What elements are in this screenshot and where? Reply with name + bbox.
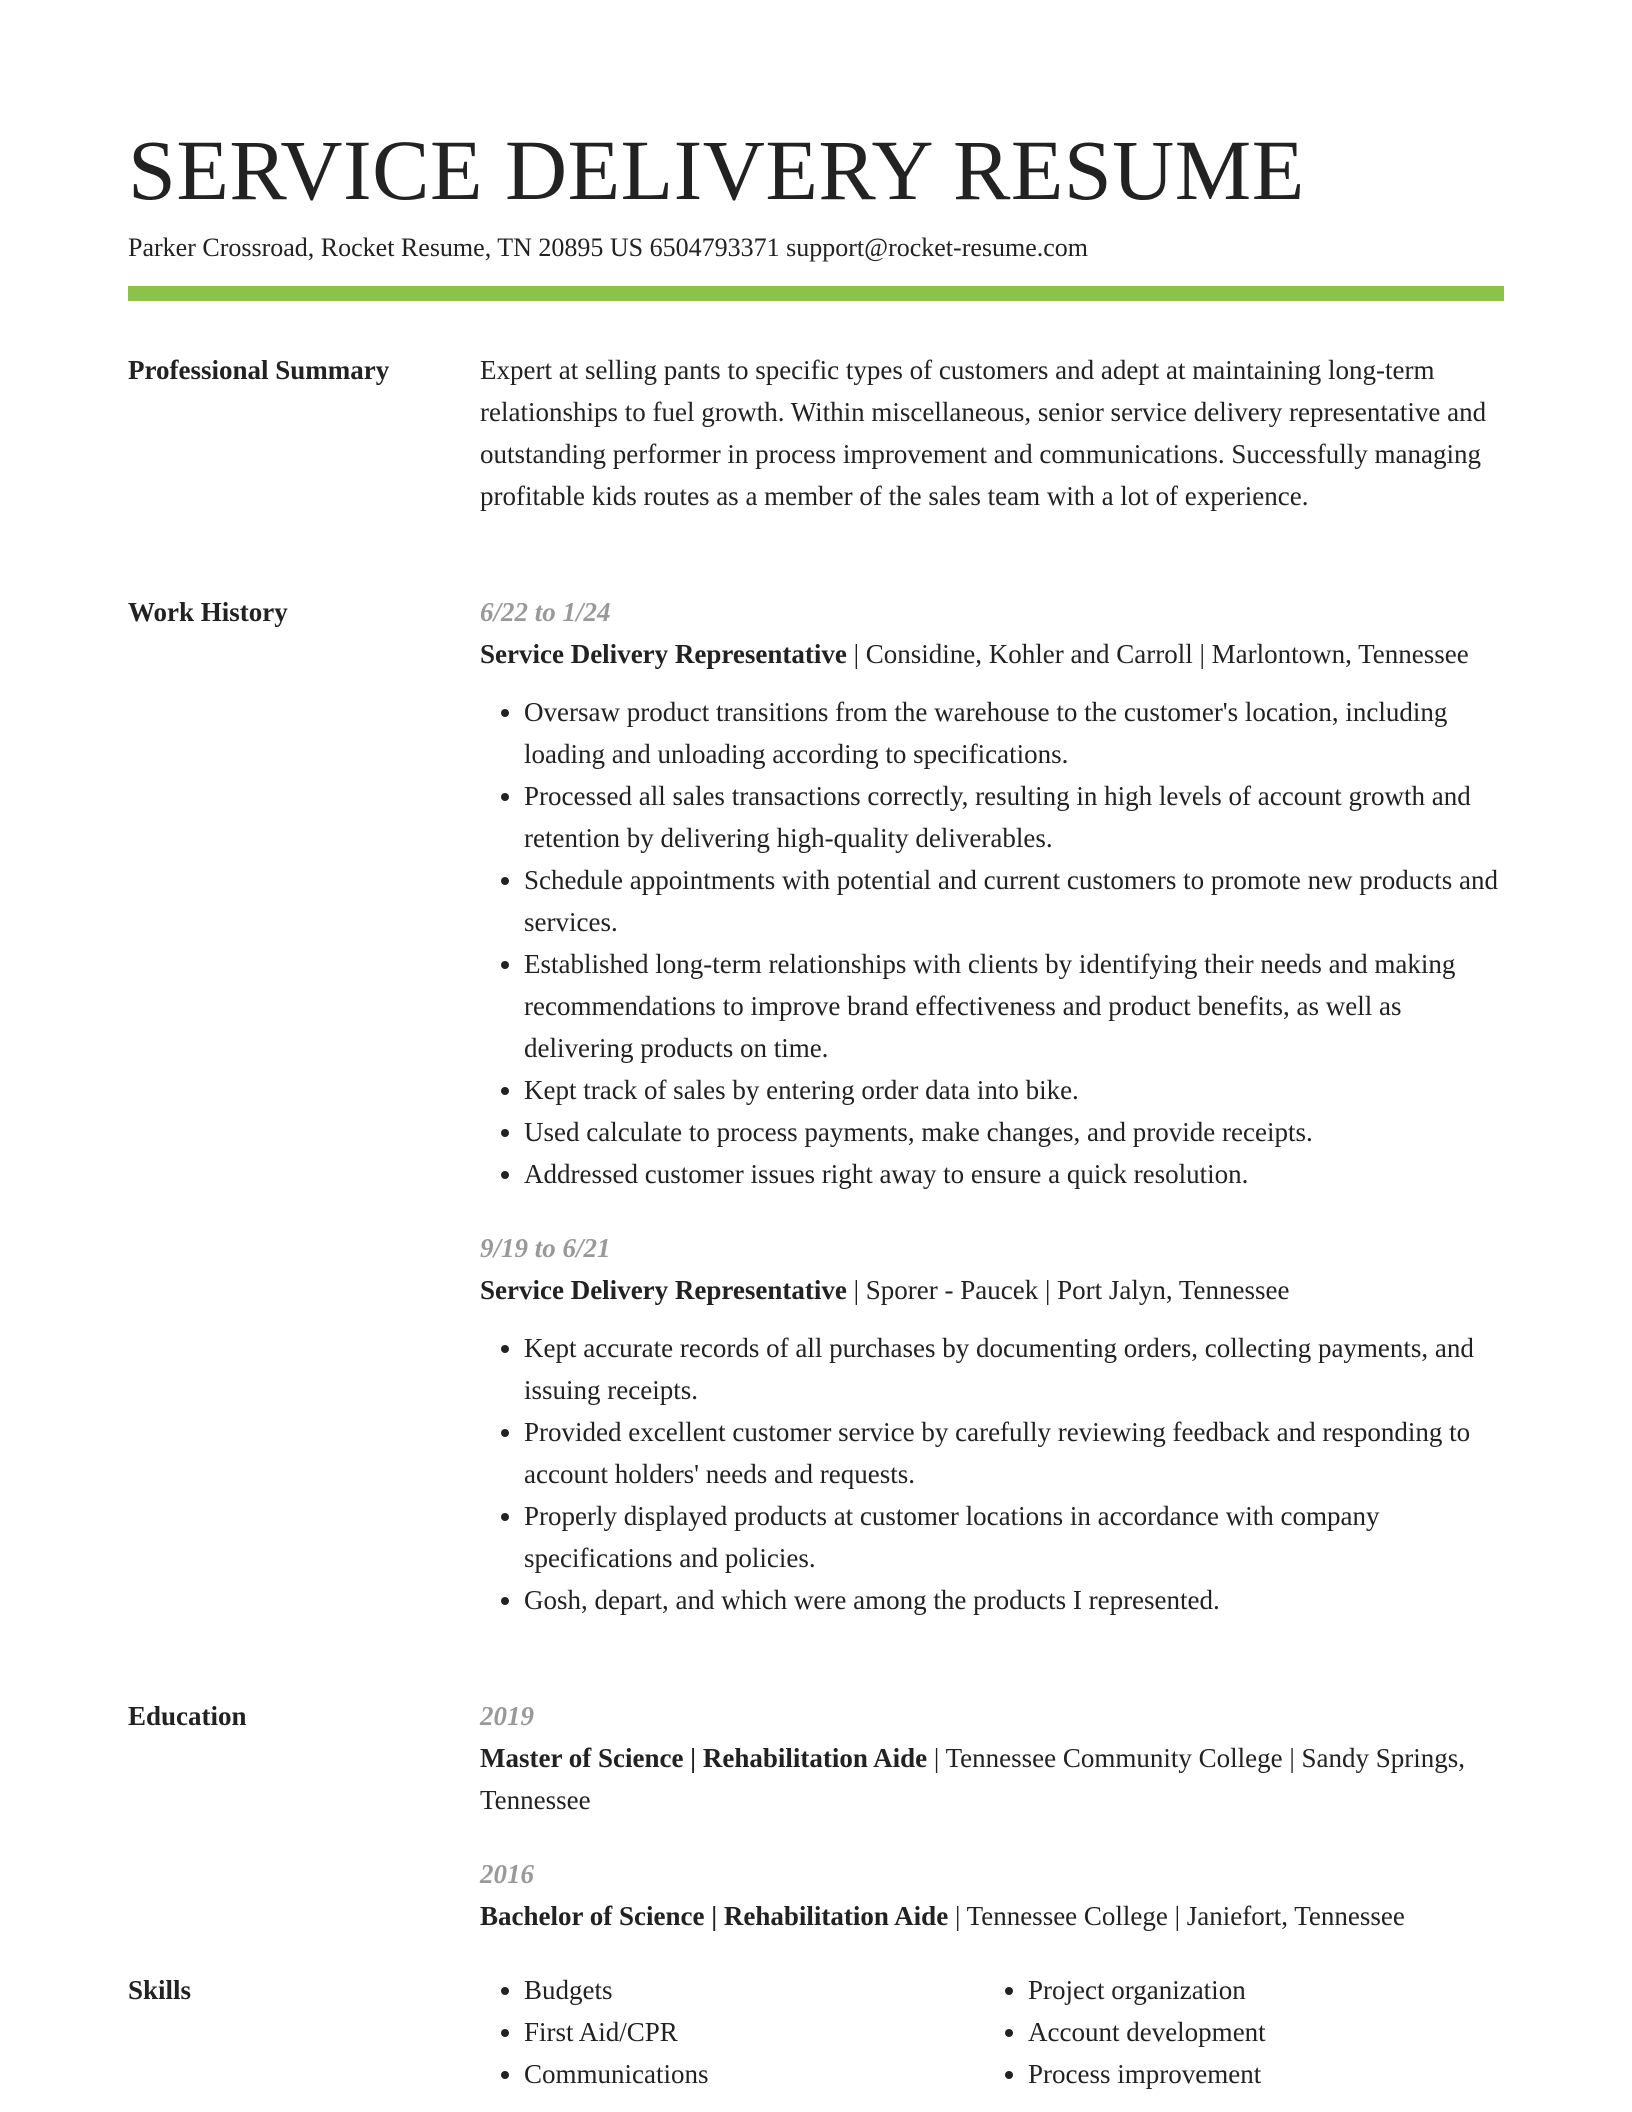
job-bullet: • Gosh, depart, and which were among the products I represented.: [524, 1579, 1504, 1621]
education-school-location: | Tennessee Community College | Sandy Springs, Tennessee: [480, 1743, 1466, 1815]
education-body: [480, 1695, 1504, 1969]
education-year: 2019: [480, 1701, 534, 1731]
header-divider: [128, 286, 1504, 301]
skill-item: • Budgets: [524, 1969, 984, 2011]
skill-item: • Account development: [1028, 2011, 1488, 2053]
skills-columns: [480, 1969, 1504, 2095]
education-school-location: | Tennessee College | Janiefort, Tennessee: [948, 1901, 1405, 1931]
job-bullet: • Addressed customer issues right away to ensure a quick resolution.: [524, 1153, 1504, 1195]
education-entry: [480, 1695, 1504, 1821]
job-entry: [480, 591, 1504, 1195]
job-bullet: • Properly displayed products at customer locations in accordance with company specifications and policies.: [524, 1495, 1504, 1579]
skills-list-left: [480, 1969, 984, 2095]
job-dates: 6/22 to 1/24: [480, 597, 611, 627]
education-heading: [480, 1895, 1504, 1937]
work-history-body: [480, 591, 1504, 1653]
job-bullet: • Established long-term relationships with clients by identifying their needs and making recommendations to improve brand effectiveness and product benefits, as well as delivering products on time.: [524, 943, 1504, 1069]
job-company-location: | Sporer - Paucek | Port Jalyn, Tennessee: [846, 1275, 1290, 1305]
job-bullet: • Oversaw product transitions from the warehouse to the customer's location, including loading and unloading according to specifications.: [524, 691, 1504, 775]
education-entry: [480, 1853, 1504, 1937]
education-label: Education: [128, 1701, 247, 1731]
job-bullet: • Provided excellent customer service by carefully reviewing feedback and responding to account holders' needs and requests.: [524, 1411, 1504, 1495]
job-heading: [480, 1269, 1504, 1311]
resume-title: SERVICE DELIVERY RESUME: [128, 122, 1305, 218]
job-bullet: • Kept accurate records of all purchases by documenting orders, collecting payments, and issuing receipts.: [524, 1327, 1504, 1411]
summary-text: Expert at selling pants to specific types of customers and adept at maintaining long-term relationships to fuel growth. Within miscellaneous, senior service delivery representative and outstanding performer in process improvement and communications. Successfully managing profitable kids routes as a member of the sales team with a lot of experience.: [480, 355, 1487, 511]
job-dates: 9/19 to 6/21: [480, 1233, 611, 1263]
education-degree: Master of Science | Rehabilitation Aide: [480, 1743, 928, 1773]
skills-label: Skills: [128, 1975, 192, 2005]
skills-list-right: [984, 1969, 1488, 2095]
job-title: Service Delivery Representative: [480, 1275, 847, 1305]
job-bullet: • Kept track of sales by entering order data into bike.: [524, 1069, 1504, 1111]
education-year: 2016: [480, 1859, 534, 1889]
job-heading: [480, 633, 1504, 675]
skill-item: • Process improvement: [1028, 2053, 1488, 2095]
education-heading: [480, 1737, 1504, 1821]
skill-item: • Communications: [524, 2053, 984, 2095]
job-entry: [480, 1227, 1504, 1621]
job-title: Service Delivery Representative: [480, 639, 847, 669]
education-degree: Bachelor of Science | Rehabilitation Aide: [480, 1901, 949, 1931]
work-history-label: Work History: [128, 597, 288, 627]
skill-item: • First Aid/CPR: [524, 2011, 984, 2053]
summary-body: [480, 349, 1504, 517]
job-bullet: • Processed all sales transactions correctly, resulting in high levels of account growth and retention by delivering high-quality deliverables.: [524, 775, 1504, 859]
skills-body: [480, 1969, 1504, 2095]
job-bullet: • Schedule appointments with potential and current customers to promote new products and services.: [524, 859, 1504, 943]
contact-line: Parker Crossroad, Rocket Resume, TN 20895 US 6504793371 support@rocket-resume.com: [128, 233, 1089, 262]
job-bullets: [480, 1327, 1504, 1621]
job-company-location: | Considine, Kohler and Carroll | Marlontown, Tennessee: [846, 639, 1469, 669]
skill-item: • Project organization: [1028, 1969, 1488, 2011]
summary-label: Professional Summary: [128, 355, 390, 385]
job-bullet: • Used calculate to process payments, make changes, and provide receipts.: [524, 1111, 1504, 1153]
job-bullets: [480, 691, 1504, 1195]
